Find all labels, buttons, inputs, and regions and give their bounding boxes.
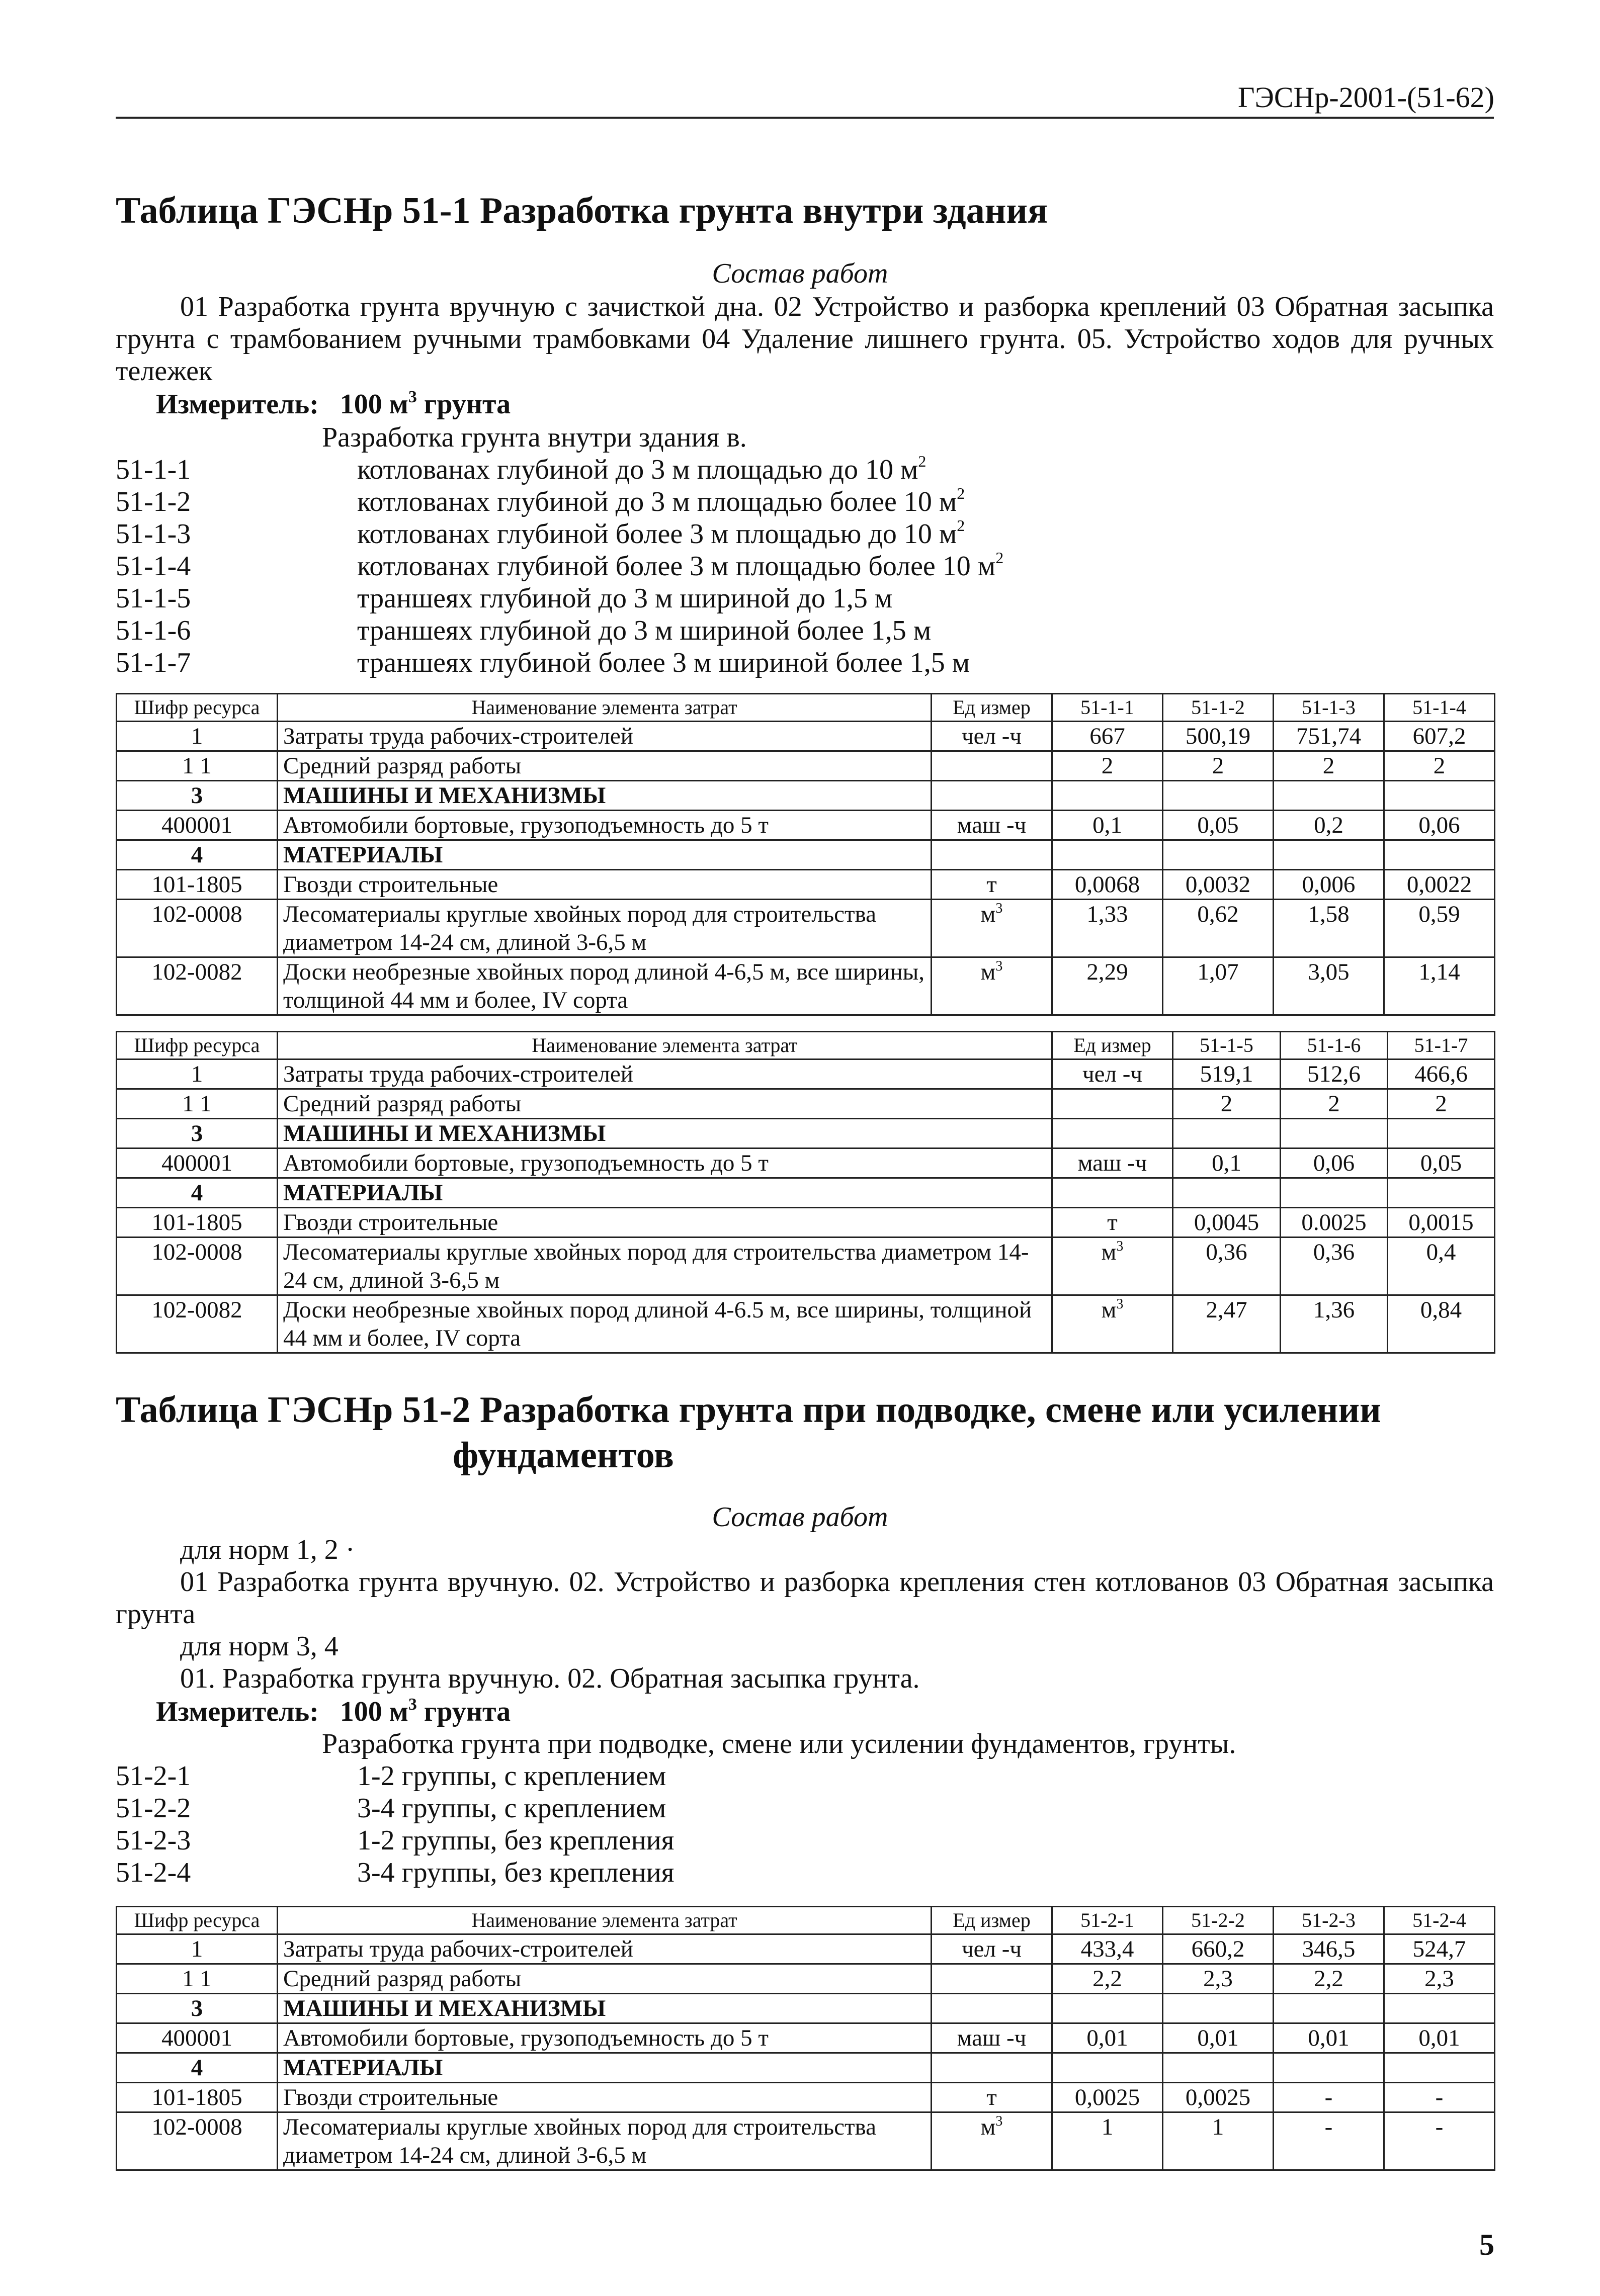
resource-name: Доски необрезные хвойных пород длиной 4-6.5 м, все ширины, толщиной 44 мм и более, IV сорта (278, 1295, 1052, 1353)
resource-name: Затраты труда рабочих-строителей (278, 722, 932, 751)
resource-code: 1 1 (117, 1964, 278, 1994)
resource-unit (932, 751, 1052, 781)
resource-name: Гвозди строительные (278, 2083, 932, 2112)
norm-code: 51-1-1 (116, 454, 191, 485)
resource-name: Гвозди строительные (278, 870, 932, 900)
norm-code: 51-2-2 (116, 1793, 191, 1824)
norm-value: 0,0025 (1163, 2083, 1274, 2112)
norm-value: 0,0015 (1388, 1208, 1495, 1238)
col-header-norm: 51-2-1 (1052, 1907, 1163, 1934)
table-header-row (117, 1907, 1495, 1934)
resource-code: 101-1805 (117, 2083, 278, 2112)
norm-item (116, 1857, 1494, 1889)
section1-works-text: 01 Разработка грунта вручную с зачисткой дна. 02 Устройство и разборка креплений 03 Обратная засыпка грунта с трамбованием ручными трамбовками 04 Удаление лишнего грунта. 05. Устройство ходов для ручных тележек (116, 291, 1494, 387)
resource-code: 400001 (117, 2023, 278, 2053)
resource-name: Затраты труда рабочих-строителей (278, 1059, 1052, 1089)
norm-code: 51-1-4 (116, 551, 191, 582)
resource-code: 4 (117, 840, 278, 870)
norm-value: 2,2 (1274, 1964, 1384, 1994)
unit-text: м (980, 959, 996, 985)
resource-code: 101-1805 (117, 870, 278, 900)
resource-code: 4 (117, 1178, 278, 1208)
section1-works-heading: Состав работ (712, 258, 888, 289)
table-row (117, 1119, 1495, 1149)
unit-sup: 3 (995, 958, 1003, 974)
norm-value (1052, 1994, 1163, 2023)
norm-value: 0,01 (1163, 2023, 1274, 2053)
norm-name (357, 550, 1003, 582)
norm-value: 0,06 (1384, 811, 1495, 840)
norm-value: 0,0068 (1052, 870, 1163, 900)
resource-unit (932, 2053, 1052, 2083)
table-row (117, 1149, 1495, 1178)
norm-name (357, 1857, 674, 1889)
table-row (117, 957, 1495, 1015)
col-header-norm: 51-1-7 (1388, 1032, 1495, 1059)
resource-name: МАТЕРИАЛЫ (278, 840, 932, 870)
norm-name-text: 1-2 группы, с креплением (357, 1760, 666, 1792)
resource-unit (932, 1934, 1052, 1964)
table-header-row (117, 694, 1495, 722)
norm-value: 2,3 (1384, 1964, 1495, 1994)
norm-value: 2,29 (1052, 957, 1163, 1015)
norm-value (1274, 2053, 1384, 2083)
norm-name-text: 1-2 группы, без крепления (357, 1825, 675, 1856)
table-row (117, 751, 1495, 781)
table-row (117, 1178, 1495, 1208)
norm-code: 51-2-4 (116, 1857, 191, 1888)
norm-value: 2 (1274, 751, 1384, 781)
norm-name-sup: 2 (995, 549, 1004, 567)
unit-text: чел -ч (962, 723, 1022, 749)
norm-code: 51-1-3 (116, 518, 191, 550)
resource-unit (932, 1994, 1052, 2023)
norm-value: 2 (1384, 751, 1495, 781)
norm-item (116, 454, 1494, 486)
norm-value (1384, 781, 1495, 811)
norm-value (1163, 840, 1274, 870)
table-row (117, 811, 1495, 840)
unit-text: маш -ч (1077, 1150, 1147, 1176)
norm-value: 0,59 (1384, 900, 1495, 957)
norm-value: 1 (1052, 2112, 1163, 2170)
col-header-unit: Ед измер (932, 694, 1052, 722)
table-row (117, 2053, 1495, 2083)
resource-unit (1052, 1059, 1173, 1089)
table-51-2 (116, 1906, 1495, 2171)
norm-name (357, 1824, 674, 1857)
col-header-norm: 51-1-1 (1052, 694, 1163, 722)
norm-value: 3,05 (1274, 957, 1384, 1015)
table-row (117, 1059, 1495, 1089)
norm-value (1281, 1119, 1388, 1149)
resource-name: Лесоматериалы круглые хвойных пород для строительства диаметром 14-24 см, длиной 3-6,5 м (278, 1238, 1052, 1295)
section1-norms-intro: Разработка грунта внутри здания в. (322, 422, 747, 453)
norm-value: 0,1 (1052, 811, 1163, 840)
unit-text: маш -ч (957, 812, 1027, 838)
col-header-norm: 51-2-2 (1163, 1907, 1274, 1934)
norm-value: - (1274, 2112, 1384, 2170)
table-header-row (117, 1032, 1495, 1059)
norm-value (1173, 1178, 1281, 1208)
norm-name-text: траншеях глубиной до 3 м шириной более 1,5 м (357, 615, 932, 646)
norm-value: 500,19 (1163, 722, 1274, 751)
norm-name-sup: 2 (957, 516, 965, 535)
resource-name: Затраты труда рабочих-строителей (278, 1934, 932, 1964)
resource-name: МАШИНЫ И МЕХАНИЗМЫ (278, 1119, 1052, 1149)
norm-code: 51-2-1 (116, 1760, 191, 1792)
page-number: 5 (1479, 2228, 1494, 2261)
norm-value (1274, 781, 1384, 811)
col-header-name: Наименование элемента затрат (278, 1032, 1052, 1059)
norm-name (357, 582, 892, 614)
norm-item (116, 550, 1494, 582)
resource-name: Средний разряд работы (278, 1089, 1052, 1119)
norm-value: 660,2 (1163, 1934, 1274, 1964)
table-row (117, 1089, 1495, 1119)
norm-value: 0.0025 (1281, 1208, 1388, 1238)
unit-text: м (1101, 1297, 1117, 1323)
table-row (117, 840, 1495, 870)
norm-value: 519,1 (1173, 1059, 1281, 1089)
table-row (117, 870, 1495, 900)
table-row (117, 2023, 1495, 2053)
norm-value: 433,4 (1052, 1934, 1163, 1964)
norm-item (116, 582, 1494, 614)
norm-value: 0,06 (1281, 1149, 1388, 1178)
unit-text: чел -ч (962, 1936, 1022, 1962)
norm-value: 0,84 (1388, 1295, 1495, 1353)
table-row (117, 781, 1495, 811)
resource-code: 400001 (117, 1149, 278, 1178)
document-code: ГЭСНр-2001-(51-62) (1238, 81, 1494, 114)
norm-code: 51-1-6 (116, 615, 191, 646)
unit-text: м (1101, 1239, 1117, 1265)
norm-name (357, 614, 931, 647)
norm-code: 51-1-5 (116, 583, 191, 614)
col-header-norm: 51-1-5 (1173, 1032, 1281, 1059)
norm-value: 0,0032 (1163, 870, 1274, 900)
col-header-norm: 51-1-3 (1274, 694, 1384, 722)
unit-text: м (980, 901, 996, 927)
resource-unit (932, 2023, 1052, 2053)
norm-name (357, 518, 965, 550)
col-header-unit: Ед измер (932, 1907, 1052, 1934)
norm-value (1163, 1994, 1274, 2023)
resource-name: Автомобили бортовые, грузоподъемность до 5 т (278, 2023, 932, 2053)
norm-value: 0,2 (1274, 811, 1384, 840)
resource-unit (1052, 1295, 1173, 1353)
norm-value: 0,0025 (1052, 2083, 1163, 2112)
norm-value: 2,3 (1163, 1964, 1274, 1994)
norm-value: - (1274, 2083, 1384, 2112)
norm-value: - (1384, 2083, 1495, 2112)
resource-name: МАШИНЫ И МЕХАНИЗМЫ (278, 781, 932, 811)
col-header-name: Наименование элемента затрат (278, 694, 932, 722)
norm-value: 0,01 (1052, 2023, 1163, 2053)
norm-value: 0,01 (1384, 2023, 1495, 2053)
section1-title: Таблица ГЭСНр 51-1 Разработка грунта внутри здания (116, 190, 1048, 231)
table-row (117, 1994, 1495, 2023)
resource-code: 3 (117, 1119, 278, 1149)
norm-name (357, 1760, 666, 1792)
table-row (117, 1964, 1495, 1994)
unit-sup: 3 (995, 2113, 1003, 2129)
resource-name: Средний разряд работы (278, 1964, 932, 1994)
resource-code: 1 (117, 722, 278, 751)
resource-code: 1 1 (117, 751, 278, 781)
table-row (117, 1238, 1495, 1295)
resource-name: МАШИНЫ И МЕХАНИЗМЫ (278, 1994, 932, 2023)
resource-name: МАТЕРИАЛЫ (278, 1178, 1052, 1208)
norm-value: 2 (1173, 1089, 1281, 1119)
col-header-norm: 51-1-2 (1163, 694, 1274, 722)
resource-unit (932, 900, 1052, 957)
norm-value (1388, 1119, 1495, 1149)
resource-name: МАТЕРИАЛЫ (278, 2053, 932, 2083)
norm-value: 2 (1281, 1089, 1388, 1119)
unit-text: маш -ч (957, 2025, 1027, 2051)
resource-unit (932, 2112, 1052, 2170)
norm-value: 0,05 (1388, 1149, 1495, 1178)
table-51-1-b (116, 1031, 1495, 1354)
norm-value: 667 (1052, 722, 1163, 751)
table-row (117, 1208, 1495, 1238)
col-header-code: Шифр ресурса (117, 694, 278, 722)
norm-item (116, 1792, 1494, 1824)
col-header-norm: 51-2-3 (1274, 1907, 1384, 1934)
table-row (117, 2112, 1495, 2170)
norm-value: 466,6 (1388, 1059, 1495, 1089)
norm-name-sup: 2 (918, 452, 927, 470)
resource-unit (932, 1964, 1052, 1994)
norm-item (116, 1760, 1494, 1792)
resource-unit (932, 811, 1052, 840)
norm-value: 0,62 (1163, 900, 1274, 957)
norm-name (357, 647, 970, 679)
norm-value (1281, 1178, 1388, 1208)
norm-value (1274, 840, 1384, 870)
resource-unit (1052, 1089, 1173, 1119)
norm-value (1384, 2053, 1495, 2083)
norm-value: 0,1 (1173, 1149, 1281, 1178)
table-row (117, 722, 1495, 751)
norm-value (1384, 840, 1495, 870)
resource-name: Автомобили бортовые, грузоподъемность до 5 т (278, 811, 932, 840)
resource-name: Доски необрезные хвойных пород длиной 4-6,5 м, все ширины, толщиной 44 мм и более, IV сорта (278, 957, 932, 1015)
resource-code: 400001 (117, 811, 278, 840)
resource-unit (932, 722, 1052, 751)
col-header-norm: 51-1-4 (1384, 694, 1495, 722)
norm-value: 1,33 (1052, 900, 1163, 957)
resource-unit (932, 840, 1052, 870)
table-51-1-a (116, 693, 1495, 1016)
section2-for-norms-b: для норм 3, 4 (180, 1631, 339, 1662)
resource-unit (932, 2083, 1052, 2112)
norm-value: 0,36 (1281, 1238, 1388, 1295)
table-row (117, 2083, 1495, 2112)
norm-item (116, 647, 1494, 679)
norm-name-text: котлованах глубиной до 3 м площадью до 10 м (357, 454, 918, 485)
norm-name-sup: 2 (957, 484, 965, 502)
resource-unit (932, 957, 1052, 1015)
norm-name-text: траншеях глубиной до 3 м шириной до 1,5 м (357, 583, 893, 614)
resource-name: Автомобили бортовые, грузоподъемность до 5 т (278, 1149, 1052, 1178)
resource-name: Лесоматериалы круглые хвойных пород для строительства диаметром 14-24 см, длиной 3-6,5 м (278, 900, 932, 957)
norm-value: 1,07 (1163, 957, 1274, 1015)
norm-value: 2,47 (1173, 1295, 1281, 1353)
resource-unit (1052, 1208, 1173, 1238)
norm-name (357, 486, 965, 518)
section2-norms-intro: Разработка грунта при подводке, смене или усилении фундаментов, грунты. (322, 1728, 1236, 1759)
norm-item (116, 518, 1494, 550)
norm-value: 346,5 (1274, 1934, 1384, 1964)
resource-unit (932, 870, 1052, 900)
unit-text: м (980, 2114, 996, 2140)
resource-code: 101-1805 (117, 1208, 278, 1238)
resource-code: 102-0082 (117, 1295, 278, 1353)
norm-value: 1,14 (1384, 957, 1495, 1015)
norm-value: 0,4 (1388, 1238, 1495, 1295)
norm-value: 751,74 (1274, 722, 1384, 751)
norm-name-text: котлованах глубиной до 3 м площадью более 10 м (357, 486, 957, 517)
section2-works-b: 01. Разработка грунта вручную. 02. Обратная засыпка грунта. (180, 1663, 920, 1694)
norm-name (357, 454, 926, 486)
norm-value: 1,36 (1281, 1295, 1388, 1353)
norm-value: 607,2 (1384, 722, 1495, 751)
col-header-norm: 51-1-6 (1281, 1032, 1388, 1059)
resource-unit (932, 781, 1052, 811)
norm-value (1274, 1994, 1384, 2023)
norm-value (1052, 781, 1163, 811)
resource-unit (1052, 1119, 1173, 1149)
unit-text: т (986, 2084, 997, 2110)
resource-code: 102-0008 (117, 900, 278, 957)
norm-value (1052, 840, 1163, 870)
resource-code: 1 1 (117, 1089, 278, 1119)
section1-norms-list (116, 454, 1494, 679)
norm-value (1163, 781, 1274, 811)
section1-measure: Измеритель: 100 $м^3$ грунта (156, 388, 511, 420)
norm-value: 1 (1163, 2112, 1274, 2170)
norm-code: 51-2-3 (116, 1825, 191, 1856)
resource-unit (1052, 1178, 1173, 1208)
col-header-norm: 51-2-4 (1384, 1907, 1495, 1934)
norm-value: 1,58 (1274, 900, 1384, 957)
norm-name-text: 3-4 группы, с креплением (357, 1793, 666, 1824)
resource-code: 102-0008 (117, 1238, 278, 1295)
table-row (117, 900, 1495, 957)
col-header-name: Наименование элемента затрат (278, 1907, 932, 1934)
section2-title-line2: фундаментов (453, 1435, 674, 1476)
norm-value: 0,01 (1274, 2023, 1384, 2053)
norm-code: 51-1-2 (116, 486, 191, 517)
resource-code: 102-0082 (117, 957, 278, 1015)
resource-name: Лесоматериалы круглые хвойных пород для строительства диаметром 14-24 см, длиной 3-6,5 м (278, 2112, 932, 2170)
norm-value: 0,0022 (1384, 870, 1495, 900)
unit-text: чел -ч (1082, 1061, 1142, 1087)
norm-name-text: траншеях глубиной более 3 м шириной более 1,5 м (357, 647, 970, 678)
resource-code: 3 (117, 1994, 278, 2023)
norm-item (116, 614, 1494, 647)
norm-item (116, 486, 1494, 518)
norm-code: 51-1-7 (116, 647, 191, 678)
col-header-unit: Ед измер (1052, 1032, 1173, 1059)
norm-value (1384, 1994, 1495, 2023)
norm-value: 2 (1052, 751, 1163, 781)
norm-name-text: 3-4 группы, без крепления (357, 1857, 675, 1888)
unit-sup: 3 (995, 901, 1003, 916)
norm-name (357, 1792, 666, 1824)
norm-name-text: котлованах глубиной более 3 м площадью до 10 м (357, 518, 957, 550)
unit-text: т (1107, 1209, 1118, 1235)
norm-value: 0,36 (1173, 1238, 1281, 1295)
norm-value (1388, 1178, 1495, 1208)
norm-value (1163, 2053, 1274, 2083)
section2-works-heading: Состав работ (712, 1502, 888, 1533)
header-rule (116, 117, 1494, 119)
section2-norms-list (116, 1760, 1494, 1889)
unit-sup: 3 (1116, 1239, 1124, 1254)
norm-value: 0,0045 (1173, 1208, 1281, 1238)
table-row (117, 1295, 1495, 1353)
norm-value: 512,6 (1281, 1059, 1388, 1089)
norm-value: 2 (1163, 751, 1274, 781)
col-header-code: Шифр ресурса (117, 1907, 278, 1934)
norm-value (1052, 2053, 1163, 2083)
norm-value (1173, 1119, 1281, 1149)
section2-measure: Измеритель: 100 $м^3$ грунта (156, 1695, 511, 1727)
resource-code: 1 (117, 1059, 278, 1089)
resource-code: 102-0008 (117, 2112, 278, 2170)
section2-for-norms-a: для норм 1, 2 · (180, 1534, 355, 1565)
norm-value: 2,2 (1052, 1964, 1163, 1994)
unit-sup: 3 (1116, 1296, 1124, 1312)
section2-works-a: 01 Разработка грунта вручную. 02. Устройство и разборка крепления стен котлованов 03 Обратная засыпка грунта (116, 1566, 1494, 1630)
unit-text: т (986, 871, 997, 898)
col-header-code: Шифр ресурса (117, 1032, 278, 1059)
norm-value: 524,7 (1384, 1934, 1495, 1964)
resource-code: 4 (117, 2053, 278, 2083)
norm-value: 2 (1388, 1089, 1495, 1119)
norm-name-text: котлованах глубиной более 3 м площадью более 10 м (357, 551, 996, 582)
resource-name: Гвозди строительные (278, 1208, 1052, 1238)
resource-code: 1 (117, 1934, 278, 1964)
resource-name: Средний разряд работы (278, 751, 932, 781)
norm-value: 0,006 (1274, 870, 1384, 900)
resource-unit (1052, 1149, 1173, 1178)
section2-title-line1: Таблица ГЭСНр 51-2 Разработка грунта при подводке, смене или усилении (116, 1389, 1381, 1431)
norm-value: - (1384, 2112, 1495, 2170)
resource-code: 3 (117, 781, 278, 811)
norm-value: 0,05 (1163, 811, 1274, 840)
table-row (117, 1934, 1495, 1964)
norm-item (116, 1824, 1494, 1857)
resource-unit (1052, 1238, 1173, 1295)
